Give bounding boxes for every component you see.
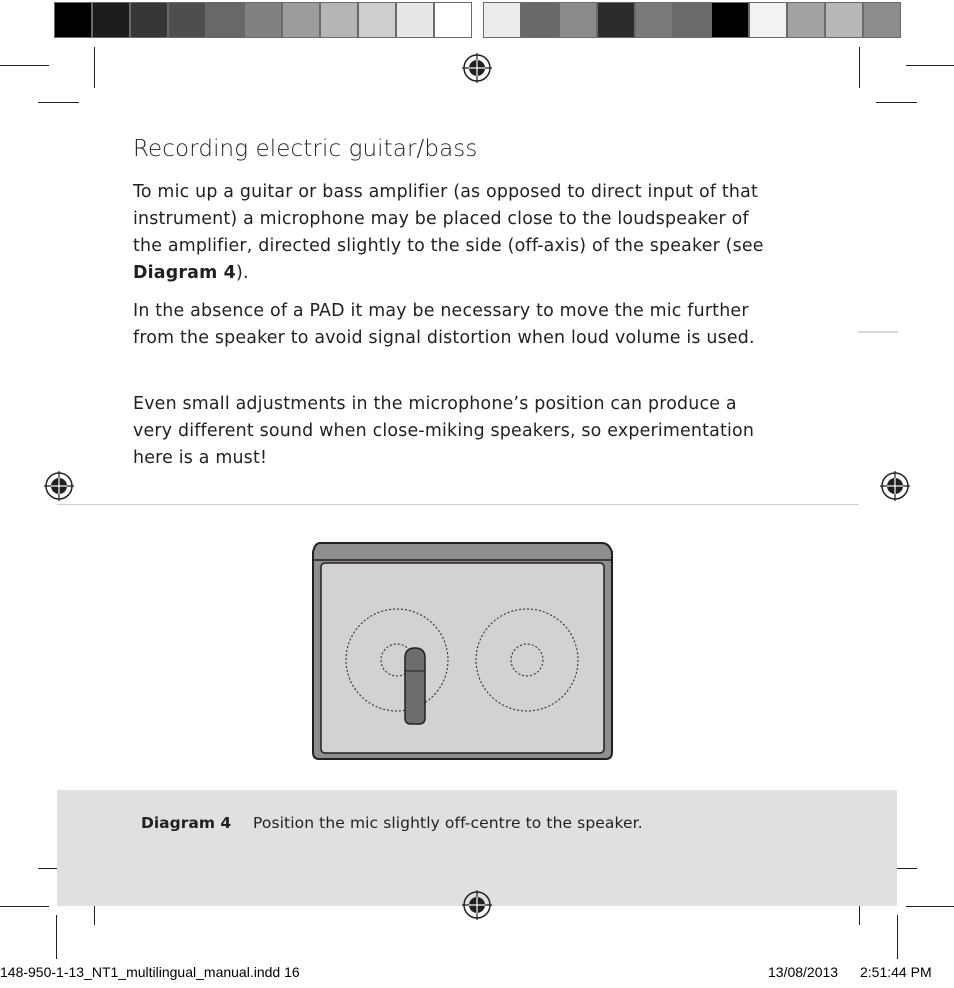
crop-mark — [897, 915, 898, 959]
color-swatch — [206, 2, 244, 38]
registration-mark-icon — [879, 470, 911, 502]
crop-mark — [0, 906, 49, 907]
page-title: Recording electric guitar/bass — [133, 136, 478, 162]
slug-date: 13/08/2013 — [768, 964, 839, 980]
color-swatch — [749, 2, 787, 38]
color-swatch — [711, 2, 749, 38]
color-swatch — [863, 2, 901, 38]
color-swatch — [673, 2, 711, 38]
diagram-label: Diagram 4 — [141, 814, 232, 832]
color-swatch — [92, 2, 130, 38]
color-swatch — [130, 2, 168, 38]
color-swatch — [282, 2, 320, 38]
color-swatch — [521, 2, 559, 38]
color-swatch — [168, 2, 206, 38]
color-swatch — [434, 2, 472, 38]
color-swatch — [396, 2, 434, 38]
crop-mark — [876, 102, 917, 103]
registration-mark-icon — [43, 470, 75, 502]
color-swatch — [825, 2, 863, 38]
section-divider — [57, 504, 859, 505]
body-paragraph-1 — [133, 179, 773, 287]
crop-mark — [859, 47, 860, 88]
body-paragraph-3: Even small adjustments in the microphone’s position can produce a very different sound when close-miking speakers, so experimentation here is a must! — [133, 394, 755, 468]
crop-mark — [38, 102, 79, 103]
paragraph-text: To mic up a guitar or bass amplifier (as opposed to direct input of that instrument) a microphone may be placed close to the loudspeaker of the amplifier, directed slightly to the side (off-axis) of the speaker (see — [133, 182, 764, 256]
color-swatch — [635, 2, 673, 38]
registration-mark-icon — [461, 52, 493, 84]
color-swatch — [483, 2, 521, 38]
color-swatch — [320, 2, 358, 38]
diagram-caption: Position the mic slightly off-centre to the speaker. — [253, 814, 643, 832]
crop-mark — [56, 915, 57, 959]
color-swatch — [358, 2, 396, 38]
crop-mark — [0, 65, 49, 66]
crop-mark — [858, 331, 898, 333]
paragraph-text: ). — [235, 263, 249, 283]
color-swatch — [54, 2, 92, 38]
registration-mark-icon — [461, 889, 493, 921]
body-paragraph-2: In the absence of a PAD it may be necessary to move the mic further from the speaker to avoid signal distortion when loud volume is used. — [133, 301, 755, 348]
crop-mark — [906, 65, 954, 66]
diagram-reference: Diagram 4 — [133, 263, 236, 283]
color-swatch — [244, 2, 282, 38]
color-swatch — [787, 2, 825, 38]
crop-mark — [906, 906, 954, 907]
color-swatch — [559, 2, 597, 38]
amplifier-diagram — [308, 540, 618, 764]
color-swatch — [597, 2, 635, 38]
slug-filename: 148-950-1-13_NT1_multilingual_manual.indd 16 — [0, 964, 300, 980]
slug-time: 2:51:44 PM — [860, 964, 932, 980]
crop-mark — [94, 47, 95, 88]
